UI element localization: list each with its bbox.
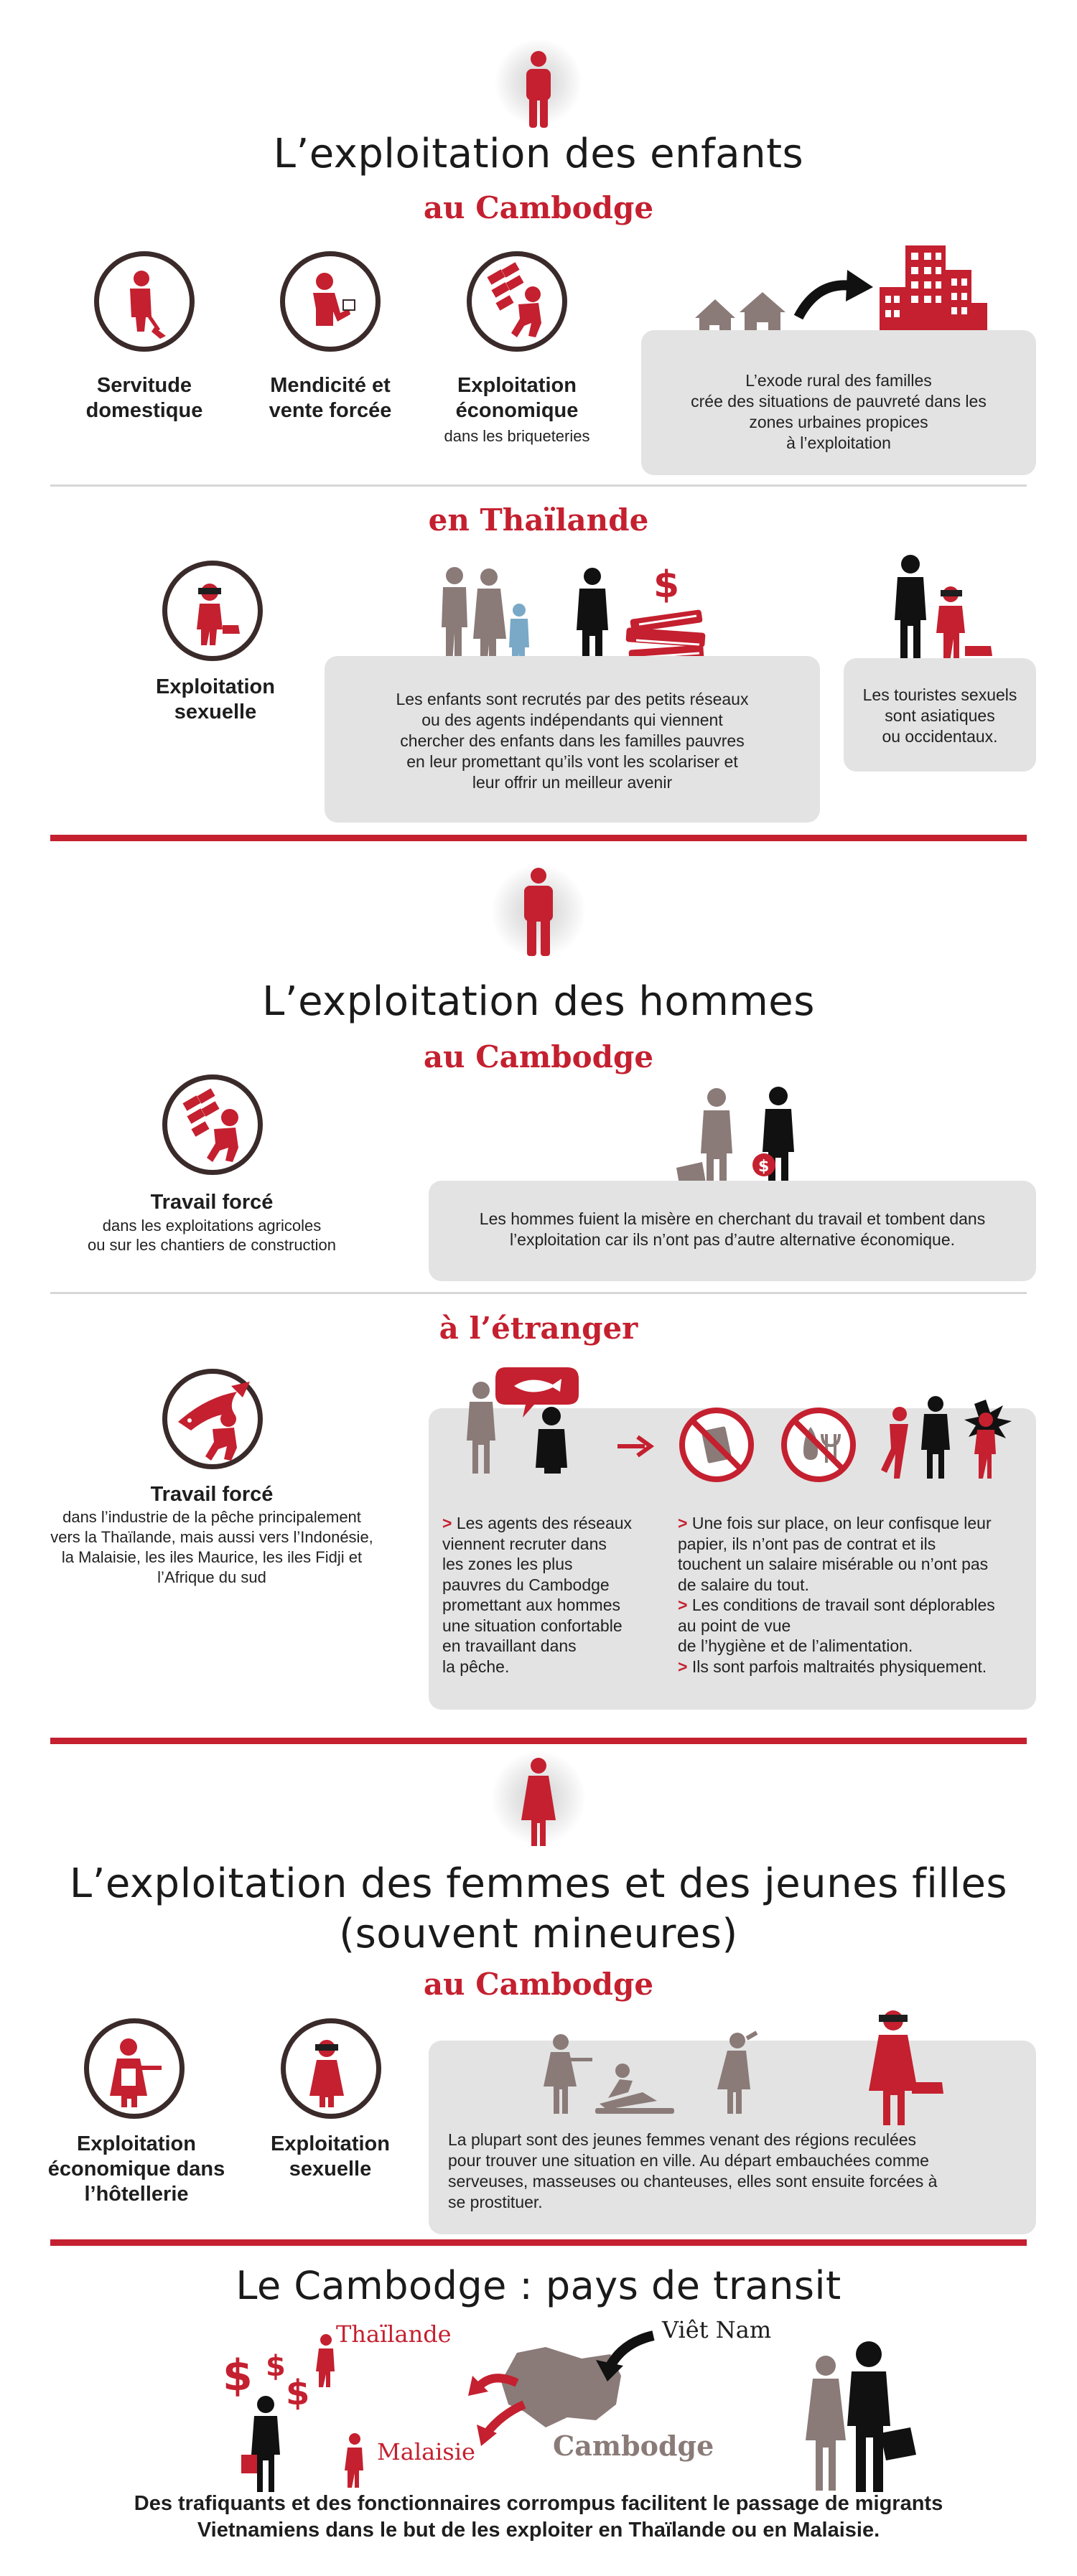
women-title-line1: L’exploitation des femmes et des jeunes filles: [69, 1860, 1008, 1907]
divider-children-1: [50, 484, 1027, 487]
begging-icon: [280, 251, 381, 352]
women-sexual-icon: [281, 2018, 381, 2119]
waitress-masseuse-singer-icon: [535, 2020, 772, 2121]
domestic-servitude-icon: [94, 251, 195, 352]
icon-note-brickyards: dans les briqueteries: [444, 427, 590, 445]
men-forced-label: Travail forcé: [150, 1191, 274, 1214]
physical-abuse-icon: [880, 1394, 1023, 1480]
men-cambodge-heading: au Cambodge: [423, 1039, 654, 1074]
svg-text:$: $: [223, 2351, 253, 2401]
exode-text: L’exode rural des familles crée des situations de pauvreté dans les zones urbaines propices à l’exploitation: [691, 371, 987, 452]
men-title: L’exploitation des hommes: [262, 978, 815, 1025]
transit-footer: Des trafiquants et des fonctionnaires corrompus facilitent le passage de migrants Vietnamiens dans le but de les exploiter en Thaïlande ou en Malaisie.: [134, 2492, 943, 2542]
sexual-exploitation-woman-icon: [862, 1999, 948, 2128]
label-thailande: Thaïlande: [336, 2320, 452, 2348]
brick-labor-icon: [467, 251, 567, 352]
conditions-text: > Une fois sur place, on leur confisque leur papier, ils n’ont pas de contrat et ils touchent un salaire misérable ou n’ont pas de salaire du tout. > Les conditions de travail sont déplorables au point de vue de l’hygiène et de l’alimentation. > Ils sont parfois maltraités physiquement.: [678, 1514, 995, 1676]
label-cambodge: Cambodge: [553, 2430, 714, 2462]
men-forced-note: dans les exploitations agricoles ou sur les chantiers de construction: [87, 1217, 337, 1254]
women-title-line2: (souvent mineures): [339, 1911, 738, 1957]
children-thailande-heading: en Thaïlande: [428, 502, 649, 538]
recruiter-fish-bubble-icon: [460, 1360, 603, 1475]
transit-map-icon: [208, 2297, 941, 2505]
tourist-text: Les touristes sexuels sont asiatiques ou occidentaux.: [862, 685, 1017, 746]
section-divider-1: [50, 835, 1027, 841]
icon-label-servitude: Servitude domestique: [85, 374, 203, 422]
bullet-marker: >: [442, 1514, 452, 1532]
women-text: La plupart sont des jeunes femmes venant des régions reculées pour trouver une situation en ville. Au départ embauchées comme serveuses, masseuses ou chanteuses, elles sont ensuite forcées à se prostituer.: [448, 2130, 938, 2211]
man-figure-icon: [521, 867, 556, 957]
no-passport-icon: [677, 1405, 756, 1484]
agents-text: > Les agents des réseaux viennent recruter dans les zones les plus pauvres du Cambodge promettant aux hommes une situation confortable en travaillant dans la pêche.: [442, 1514, 633, 1676]
svg-text:$: $: [653, 563, 680, 606]
svg-text:$: $: [266, 2350, 286, 2383]
men-abroad-note: dans l’industrie de la pêche principalement vers la Thaïlande, mais aussi vers l’Indonésie, la Malaisie, les iles Maurice, les iles Fidji et l’Afrique du sud: [50, 1508, 373, 1586]
men-abroad-heading: à l’étranger: [439, 1311, 638, 1346]
flee-text: Les hommes fuient la misère en cherchant du travail et tombent dans l’exploitation car ils n’ont pas d’autre alternative économique.: [479, 1209, 986, 1249]
women-hotel-label: Exploitation économique dans l’hôtellerie: [47, 2132, 225, 2206]
woman-figure-icon: [520, 1757, 557, 1847]
red-arrow-icon: [616, 1435, 652, 1457]
migration-arrow-icon: [796, 266, 875, 323]
label-malaisie: Malaisie: [377, 2438, 475, 2465]
children-title: L’exploitation des enfants: [273, 131, 804, 177]
child-sexual-exploitation-icon: [162, 561, 263, 661]
hotel-work-icon: [84, 2018, 185, 2119]
children-cambodge-heading: au Cambodge: [423, 190, 654, 225]
label-vietnam: Viêt Nam: [662, 2316, 772, 2343]
svg-text:$: $: [286, 2373, 310, 2413]
recruit-text: Les enfants sont recrutés par des petits réseaux ou des agents indépendants qui viennent chercher des enfants dans les familles pauvres en leur promettant qu’ils vont les scolariser et leur offrir un meilleur avenir: [396, 690, 749, 792]
child-figure-icon: [522, 50, 555, 129]
divider-men-1: [50, 1292, 1027, 1294]
section-divider-3: [50, 2239, 1027, 2246]
women-cambodge-heading: au Cambodge: [423, 1967, 654, 2002]
men-abroad-label: Travail forcé: [150, 1483, 274, 1506]
section-divider-2: [50, 1738, 1027, 1744]
icon-label-economic: Exploitation économique: [455, 374, 579, 422]
svg-text:$: $: [758, 1158, 770, 1176]
transit-title: Le Cambodge : pays de transit: [236, 2263, 841, 2308]
child-sexual-label: Exploitation sexuelle: [156, 675, 275, 723]
no-food-water-icon: [779, 1405, 858, 1484]
forced-labor-icon: [162, 1074, 263, 1175]
icon-label-begging: Mendicité et vente forcée: [269, 374, 392, 422]
tourist-child-icon: [890, 554, 998, 669]
fishing-labor-icon: [162, 1369, 263, 1469]
women-sexual-label: Exploitation sexuelle: [271, 2132, 390, 2181]
